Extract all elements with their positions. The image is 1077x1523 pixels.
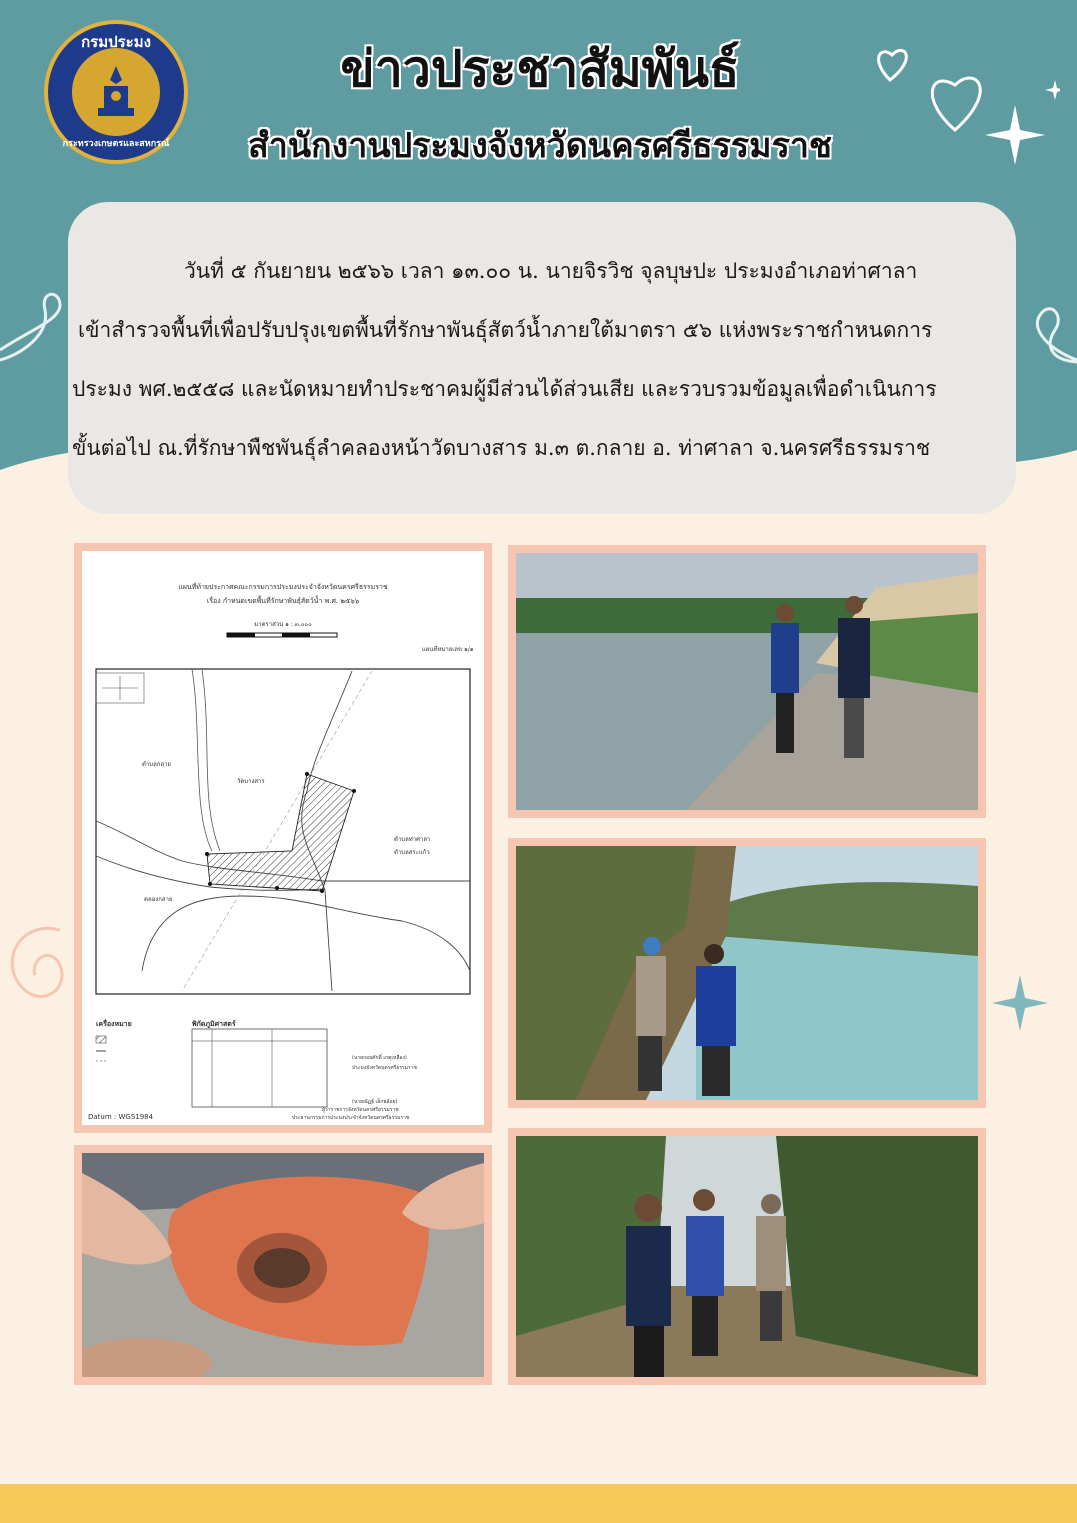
department-logo bbox=[44, 20, 188, 164]
footer-bar bbox=[0, 1484, 1077, 1523]
logo-bottom-text: กระทรวงเกษตรและสหกรณ์ bbox=[62, 139, 170, 149]
map-scale: มาตราส่วน ๑ : ๓,๐๐๐ bbox=[254, 621, 312, 628]
page-subtitle: สำนักงานประมงจังหวัดนครศรีธรรมราช bbox=[247, 126, 833, 166]
logo-emblem bbox=[72, 48, 160, 136]
map-canal-label: คลองกลาย bbox=[144, 896, 173, 903]
river-bank-photo bbox=[516, 553, 978, 810]
page-title: ข่าวประชาสัมพันธ์ bbox=[340, 40, 740, 98]
photo-frame-4 bbox=[508, 1128, 986, 1385]
map-left-label: ตำบลกลาย bbox=[142, 761, 171, 768]
map-title-2: เรื่อง กำหนดเขตพื้นที่รักษาพันธุ์สัตว์น้ำ พ.ศ. ๒๕๖๖ bbox=[206, 597, 360, 605]
article-line: ประมง พศ.๒๕๕๘ และนัดหมายทำประชาคมผู้มีส่วนได้ส่วนเสีย และรวบรวมข้อมูลเพื่อดำเนินการ bbox=[72, 377, 937, 401]
map-datum: Datum : WGS1984 bbox=[88, 1113, 154, 1121]
hearts-stars-decoration bbox=[860, 30, 1060, 180]
map-image bbox=[82, 551, 484, 1125]
map-sheet: แผนที่หมายเลข ๑/๑ bbox=[422, 646, 474, 653]
map-coords-title: พิกัดภูมิศาสตร์ bbox=[192, 1020, 236, 1028]
map-right-label-1: ตำบลท่าศาลา bbox=[394, 836, 431, 843]
logo-top-text: กรมประมง bbox=[81, 33, 151, 51]
map-temple-label: วัดบางสาร bbox=[237, 778, 265, 785]
map-sign1: (นายกอบศักดิ์ เกตุเหลือง) bbox=[352, 1055, 407, 1061]
emblem-icon bbox=[86, 62, 146, 122]
map-legend-title: เครื่องหมาย bbox=[96, 1020, 132, 1028]
map-sign2-role: ผู้ว่าราชการจังหวัดนครศรีธรรมราช bbox=[322, 1107, 399, 1113]
map-right-label-2: ตำบลสระแก้ว bbox=[394, 849, 430, 856]
photo-frame-2 bbox=[508, 838, 986, 1108]
swirl-right-decoration bbox=[1010, 290, 1077, 390]
photo-frame-1 bbox=[508, 545, 986, 818]
photo-fish-eggs bbox=[82, 1153, 484, 1377]
map-sign1-role: ประมงจังหวัดนครศรีธรรมราช bbox=[352, 1065, 417, 1071]
spiral-decoration bbox=[0, 900, 80, 1030]
forest-team-photo bbox=[516, 1136, 978, 1377]
article-line: วันที่ ๕ กันยายน ๒๕๖๖ เวลา ๑๓.๐๐ น. นายจิรวิช จุลบุษปะ ประมงอำเภอท่าศาลา bbox=[184, 259, 918, 283]
fish-eggs-photo bbox=[82, 1153, 484, 1377]
map-frame bbox=[74, 543, 492, 1133]
river-survey-photo bbox=[516, 846, 978, 1100]
photo-frame-3 bbox=[74, 1145, 492, 1385]
boundary-map bbox=[82, 551, 484, 1125]
photo-river-bank bbox=[516, 553, 978, 810]
photo-river-survey bbox=[516, 846, 978, 1100]
map-sign2: (นายณัฏฐ์ เล็กพล้อย) bbox=[352, 1099, 398, 1105]
article-line: เข้าสำรวจพื้นที่เพื่อปรับปรุงเขตพื้นที่รักษาพันธุ์สัตว์น้ำภายใต้มาตรา ๕๖ แห่งพระราชกำหนดการ bbox=[78, 318, 933, 342]
article-text bbox=[72, 242, 1002, 478]
photo-forest-team bbox=[516, 1136, 978, 1377]
map-sign2-role2: ประธานกรรมการประมงประจำจังหวัดนครศรีธรรมราช bbox=[292, 1115, 410, 1121]
map-title-1: แผนที่ท้ายประกาศคณะกรรมการประมงประจำจังหวัดนครศรีธรรมราช bbox=[178, 583, 388, 591]
article-line: ขั้นต่อไป ณ.ที่รักษาพืชพันธุ์ลำคลองหน้าวัดบางสาร ม.๓ ต.กลาย อ. ท่าศาลา จ.นครศรีธรรมราช bbox=[72, 436, 931, 460]
star-decoration bbox=[990, 970, 1050, 1040]
